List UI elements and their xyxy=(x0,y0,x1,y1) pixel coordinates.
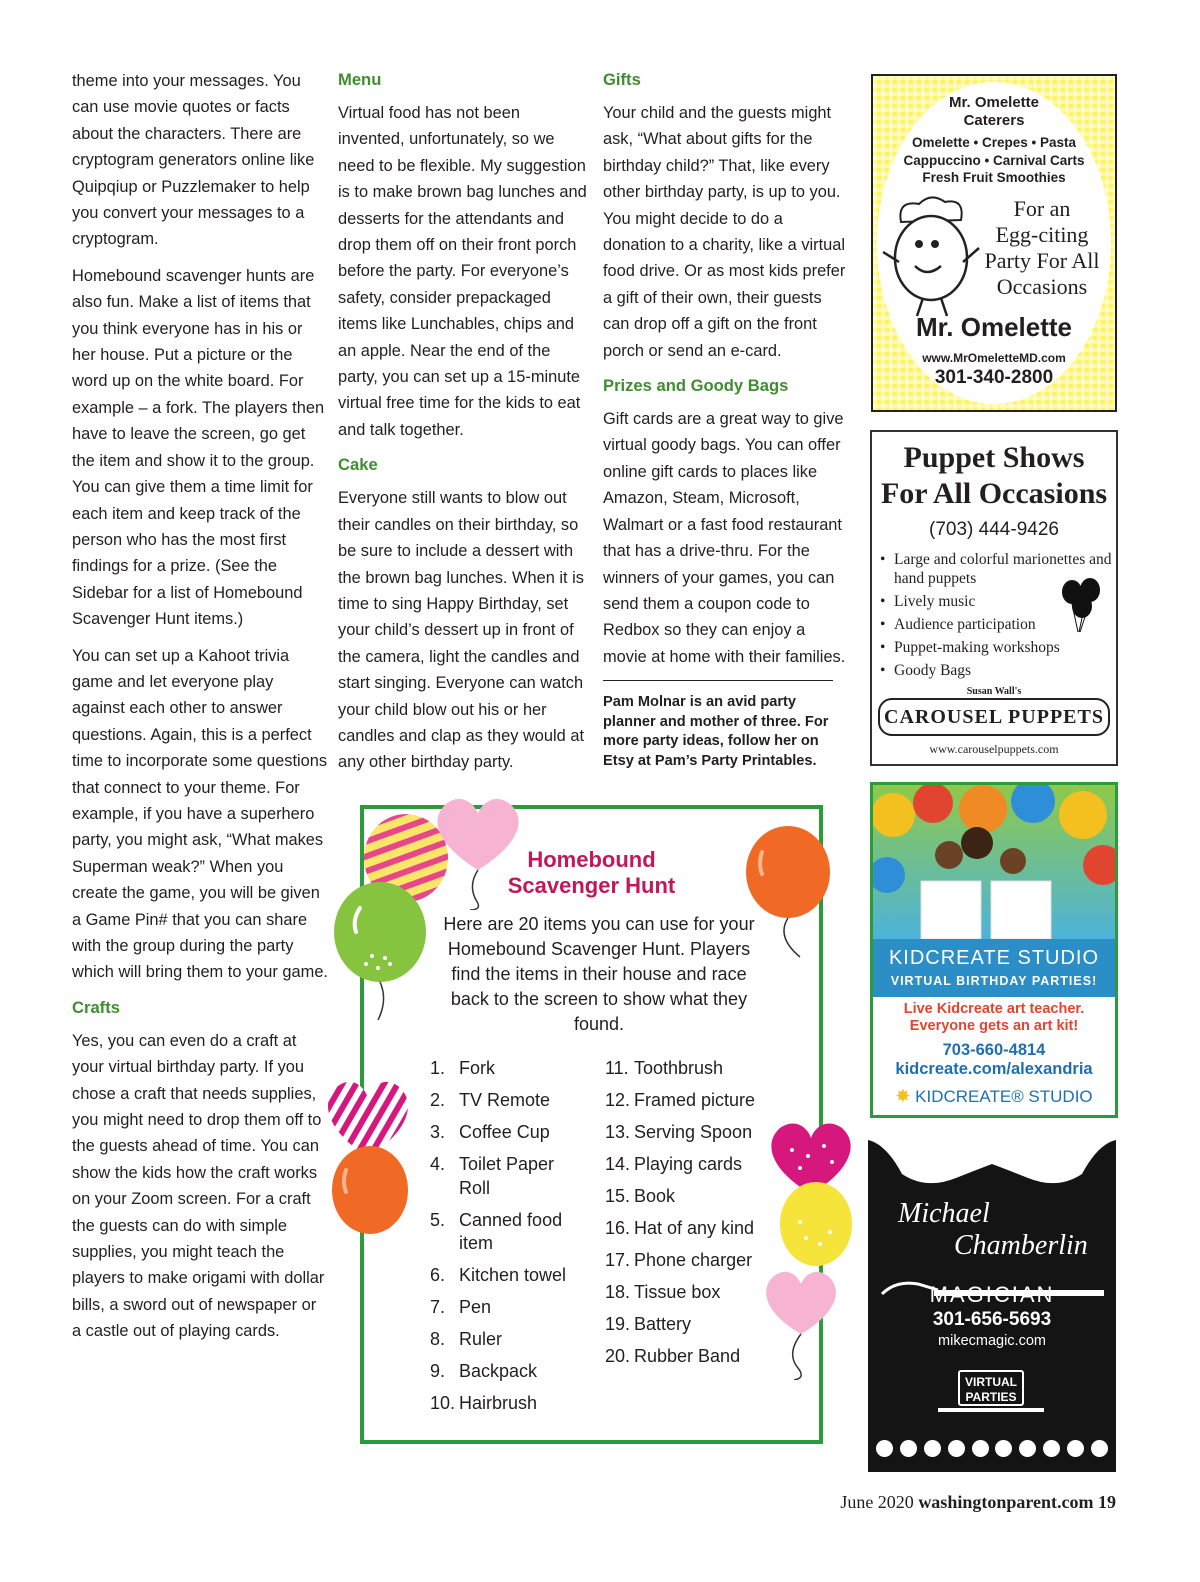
article-column-3 xyxy=(603,68,848,781)
hunt-list-item xyxy=(605,1153,785,1177)
mr-omelette-ad[interactable] xyxy=(871,74,1117,412)
bullet-icon: • xyxy=(880,551,886,568)
item-label: Canned food item xyxy=(459,1209,563,1253)
film-strip-dots xyxy=(876,1440,1108,1457)
item-number: 5. xyxy=(430,1209,446,1230)
item-number: 16. xyxy=(605,1218,631,1238)
item-number: 13. xyxy=(605,1122,631,1142)
magician-role: MAGICIAN xyxy=(929,1282,1055,1307)
paragraph: Your child and the guests might ask, “What about gifts for the birthday child?” That, like every other birthday party, is up to you. You might decide to do a donation to a charity, like a virtual food drive. Or as most kids prefer a gift of their own, their guests can drop off a gift on the front porch or send an e-card. xyxy=(603,104,846,360)
balloons-photo-icon xyxy=(873,785,1115,939)
section-heading-crafts: Crafts xyxy=(72,997,120,1017)
paragraph: Everyone still wants to blow out their candles on their birthday, so be sure to include a dessert with the brown bag lunches. When it is time to sing Happy Birthday, set your child’s dessert up in front of the camera, light the candles and start singing. Everyone can watch your child blow out his or her candles and clap as they would at any other birthday party. xyxy=(338,489,585,772)
party-photo xyxy=(873,785,1115,939)
sidebar-title: Homebound Scavenger Hunt xyxy=(507,847,676,898)
curtain-icon xyxy=(868,1134,1116,1194)
orange-balloon-icon xyxy=(328,1140,414,1250)
bullet-text: Audience participation xyxy=(894,616,1036,633)
ad-url[interactable]: www.carouselpuppets.com xyxy=(929,742,1059,756)
kidcreate-ad[interactable] xyxy=(870,782,1118,1118)
item-number: 12. xyxy=(605,1090,631,1110)
hunt-list-item xyxy=(430,1328,590,1352)
ad-url[interactable]: kidcreate.com/alexandria xyxy=(895,1060,1093,1078)
egg-chef-icon xyxy=(879,192,983,320)
item-label: Kitchen towel xyxy=(459,1265,567,1285)
item-label: Framed picture xyxy=(634,1090,756,1110)
ad-logo: ✸ KIDCREATE® STUDIO xyxy=(895,1086,1093,1106)
paragraph: Gift cards are a great way to give virtual goody bags. You can offer online gift cards to places like Amazon, Steam, Microsoft, Walmart or a fast food restaurant that has a drive-thru. For the winners of your games, you can send them a coupon code to Redbox so they can enjoy a movie at home with their families. xyxy=(603,410,846,666)
bullet-icon: • xyxy=(880,639,886,656)
item-number: 9. xyxy=(430,1361,446,1381)
film-dot-icon xyxy=(948,1440,965,1457)
ad-title: Puppet Shows For All Occasions xyxy=(880,441,1108,510)
article-column-2 xyxy=(338,68,588,786)
virtual-parties-badge: VIRTUAL PARTIES xyxy=(958,1370,1024,1406)
item-number: 14. xyxy=(605,1154,631,1174)
hunt-list-item xyxy=(605,1089,785,1113)
hunt-list-item xyxy=(430,1057,590,1081)
item-label: Fork xyxy=(459,1058,495,1078)
pink-heart-balloon-icon xyxy=(758,1264,844,1380)
bullet-text: Puppet-making workshops xyxy=(894,639,1060,656)
magician-ad[interactable] xyxy=(868,1134,1116,1472)
item-label: Pen xyxy=(459,1297,492,1317)
item-label: Ruler xyxy=(459,1329,503,1349)
ad-logo: Mr. Omelette xyxy=(915,312,1073,342)
film-dot-icon xyxy=(972,1440,989,1457)
ad-offer: Live Kidcreate art teacher. Everyone gets an art kit! xyxy=(903,1001,1085,1034)
item-number: 18. xyxy=(605,1282,631,1302)
ad-tagline: For an Egg-citing Party For All Occasions xyxy=(984,196,1100,299)
hunt-list-item xyxy=(430,1392,590,1416)
laptop-base-icon xyxy=(938,1408,1044,1412)
item-number: 7. xyxy=(430,1297,446,1317)
ad-bullet xyxy=(880,638,1116,657)
item-label: Phone charger xyxy=(634,1250,753,1270)
ad-menu: Omelette • Crepes • Pasta Cappuccino • Carnival Carts Fresh Fruit Smoothies xyxy=(903,135,1085,185)
item-label: Backpack xyxy=(459,1361,538,1381)
film-dot-icon xyxy=(900,1440,917,1457)
film-dot-icon xyxy=(876,1440,893,1457)
item-number: 3. xyxy=(430,1122,446,1142)
hunt-list-item xyxy=(430,1089,590,1113)
paragraph: You can set up a Kahoot trivia game and let everyone play against each other to answer questions. Again, this is a perfect time to incorporate some questions that connect to your theme. For example, if you have a superhero party, you might ask, “What makes Superman weak?” When you create the game, you will be given a Game Pin# that you can share with the group during the party which will bring them to your game. xyxy=(72,646,328,982)
orange-balloon-icon xyxy=(740,822,836,962)
item-number: 20. xyxy=(605,1346,631,1366)
ad-phone: 301-340-2800 xyxy=(934,367,1054,388)
sun-icon: ✸ xyxy=(895,1086,911,1106)
item-number: 8. xyxy=(430,1329,446,1349)
bullet-icon: • xyxy=(880,593,886,610)
paragraph: theme into your messages. You can use movie quotes or facts about the characters. There are cryptogram generators online like Quipqiup or Puzzlemaker to help you convert your messages to a cryptogram. xyxy=(72,72,315,249)
hunt-list-item xyxy=(605,1217,785,1241)
green-balloon-icon xyxy=(330,880,430,1020)
film-dot-icon xyxy=(924,1440,941,1457)
item-label: Playing cards xyxy=(634,1154,743,1174)
hunt-list-item xyxy=(430,1264,590,1288)
item-label: Toothbrush xyxy=(634,1058,724,1078)
item-number: 1. xyxy=(430,1058,446,1078)
item-number: 15. xyxy=(605,1186,631,1206)
hunt-list-item xyxy=(430,1209,590,1256)
bullet-text: Goody Bags xyxy=(894,662,972,679)
ad-bullet xyxy=(880,661,1116,680)
ad-url[interactable]: www.MrOmeletteMD.com xyxy=(922,351,1066,365)
ad-phone: 301-656-5693 xyxy=(932,1309,1052,1330)
hunt-list-item xyxy=(430,1296,590,1320)
film-dot-icon xyxy=(1067,1440,1084,1457)
item-label: Hairbrush xyxy=(459,1393,538,1413)
item-number: 17. xyxy=(605,1250,631,1270)
bullet-text: Large and colorful marionettes and hand puppets xyxy=(894,551,1112,587)
hunt-list-item xyxy=(430,1153,590,1200)
ad-bullet xyxy=(880,615,1064,634)
ad-owner: Susan Wall's xyxy=(966,686,1022,697)
item-label: Tissue box xyxy=(634,1282,721,1302)
bullet-text: Lively music xyxy=(894,593,976,610)
paragraph: Virtual food has not been invented, unfortunately, so we need to be flexible. My suggestion is to make brown bag lunches and desserts for the attendants and drop them off on their front porch before the party. For everyone’s safety, consider prepackaged items like Lunchables, chips and an apple. Near the end of the party, you can set up a 15-minute virtual free time for the kids to eat and talk together. xyxy=(338,104,587,439)
item-label: TV Remote xyxy=(459,1090,551,1110)
film-dot-icon xyxy=(1091,1440,1108,1457)
puppet-shows-ad[interactable] xyxy=(870,430,1118,766)
item-number: 6. xyxy=(430,1265,446,1285)
author-bio: Pam Molnar is an avid party planner and mother of three. For more party ideas, follow her on Etsy at Pam’s Party Printables. xyxy=(603,694,829,769)
pink-heart-balloon-icon xyxy=(428,790,528,910)
ad-url[interactable]: mikecmagic.com xyxy=(938,1333,1046,1349)
hunt-list-item xyxy=(605,1121,785,1145)
magician-name: Michael Chamberlin xyxy=(898,1198,1088,1261)
item-number: 4. xyxy=(430,1154,446,1174)
ad-banner: KIDCREATE STUDIO VIRTUAL BIRTHDAY PARTIES! xyxy=(873,939,1115,997)
ad-logo: CAROUSEL PUPPETS xyxy=(878,698,1110,736)
issue-date: June 2020 xyxy=(840,1492,914,1512)
item-label: Book xyxy=(634,1186,676,1206)
ad-title: Mr. Omelette Caterers xyxy=(948,94,1040,129)
hunt-list-item xyxy=(605,1185,785,1209)
divider xyxy=(603,680,833,681)
item-label: Toilet Paper Roll xyxy=(459,1154,555,1198)
item-number: 11. xyxy=(605,1058,629,1078)
section-heading-prizes: Prizes and Goody Bags xyxy=(603,376,789,396)
ad-phone: (703) 444-9426 xyxy=(929,519,1059,540)
sidebar-intro: Here are 20 items you can use for your Homebound Scavenger Hunt. Players find the items in their house and race back to the screen to show what they found. xyxy=(443,914,755,1034)
hunt-list-item xyxy=(430,1121,590,1145)
site-name[interactable]: washingtonparent.com xyxy=(918,1492,1094,1512)
article-column-1 xyxy=(72,68,328,1355)
page-number: 19 xyxy=(1098,1492,1116,1512)
item-number: 2. xyxy=(430,1090,446,1110)
bullet-icon: • xyxy=(880,616,886,633)
item-number: 10. xyxy=(430,1393,456,1413)
bullet-icon: • xyxy=(880,662,886,679)
yellow-balloon-icon xyxy=(776,1178,856,1278)
hunt-list-item xyxy=(605,1057,785,1081)
page-footer xyxy=(840,1492,1116,1513)
hunt-list-left xyxy=(430,1057,590,1424)
paragraph: Yes, you can even do a craft at your virtual birthday party. If you chose a craft that needs supplies, you might need to drop them off to the guests ahead of time. You can show the kids how the craft works on your Zoom screen. For a craft the guests can do with simple supplies, you might teach the players to make origami with dollar bills, a sword out of newspaper or a castle out of playing cards. xyxy=(72,1031,325,1341)
ad-contact: 703-660-4814 kidcreate.com/alexandria xyxy=(873,1041,1115,1079)
film-dot-icon xyxy=(1043,1440,1060,1457)
film-dot-icon xyxy=(995,1440,1012,1457)
section-heading-gifts: Gifts xyxy=(603,70,641,89)
item-label: Coffee Cup xyxy=(459,1122,550,1142)
item-number: 19. xyxy=(605,1314,631,1334)
film-dot-icon xyxy=(1019,1440,1036,1457)
paragraph: Homebound scavenger hunts are also fun. Make a list of items that you think everyone has in his or her house. Put a picture or the word up on the white board. For example – a fork. The players then have to leave the screen, go get the item and show it to the group. You can give them a time limit for each item and keep track of the person who has the most first findings for a prize. (See the Sidebar for a list of Homebound Scavenger Hunt items.) xyxy=(72,266,325,629)
section-heading-cake: Cake xyxy=(338,455,378,475)
section-heading-menu: Menu xyxy=(338,70,382,89)
item-label: Rubber Band xyxy=(634,1346,741,1366)
hunt-list-item xyxy=(430,1360,590,1384)
item-label: Battery xyxy=(634,1314,692,1334)
item-label: Serving Spoon xyxy=(634,1122,753,1142)
item-label: Hat of any kind xyxy=(634,1218,755,1238)
balloons-icon xyxy=(1054,576,1106,634)
